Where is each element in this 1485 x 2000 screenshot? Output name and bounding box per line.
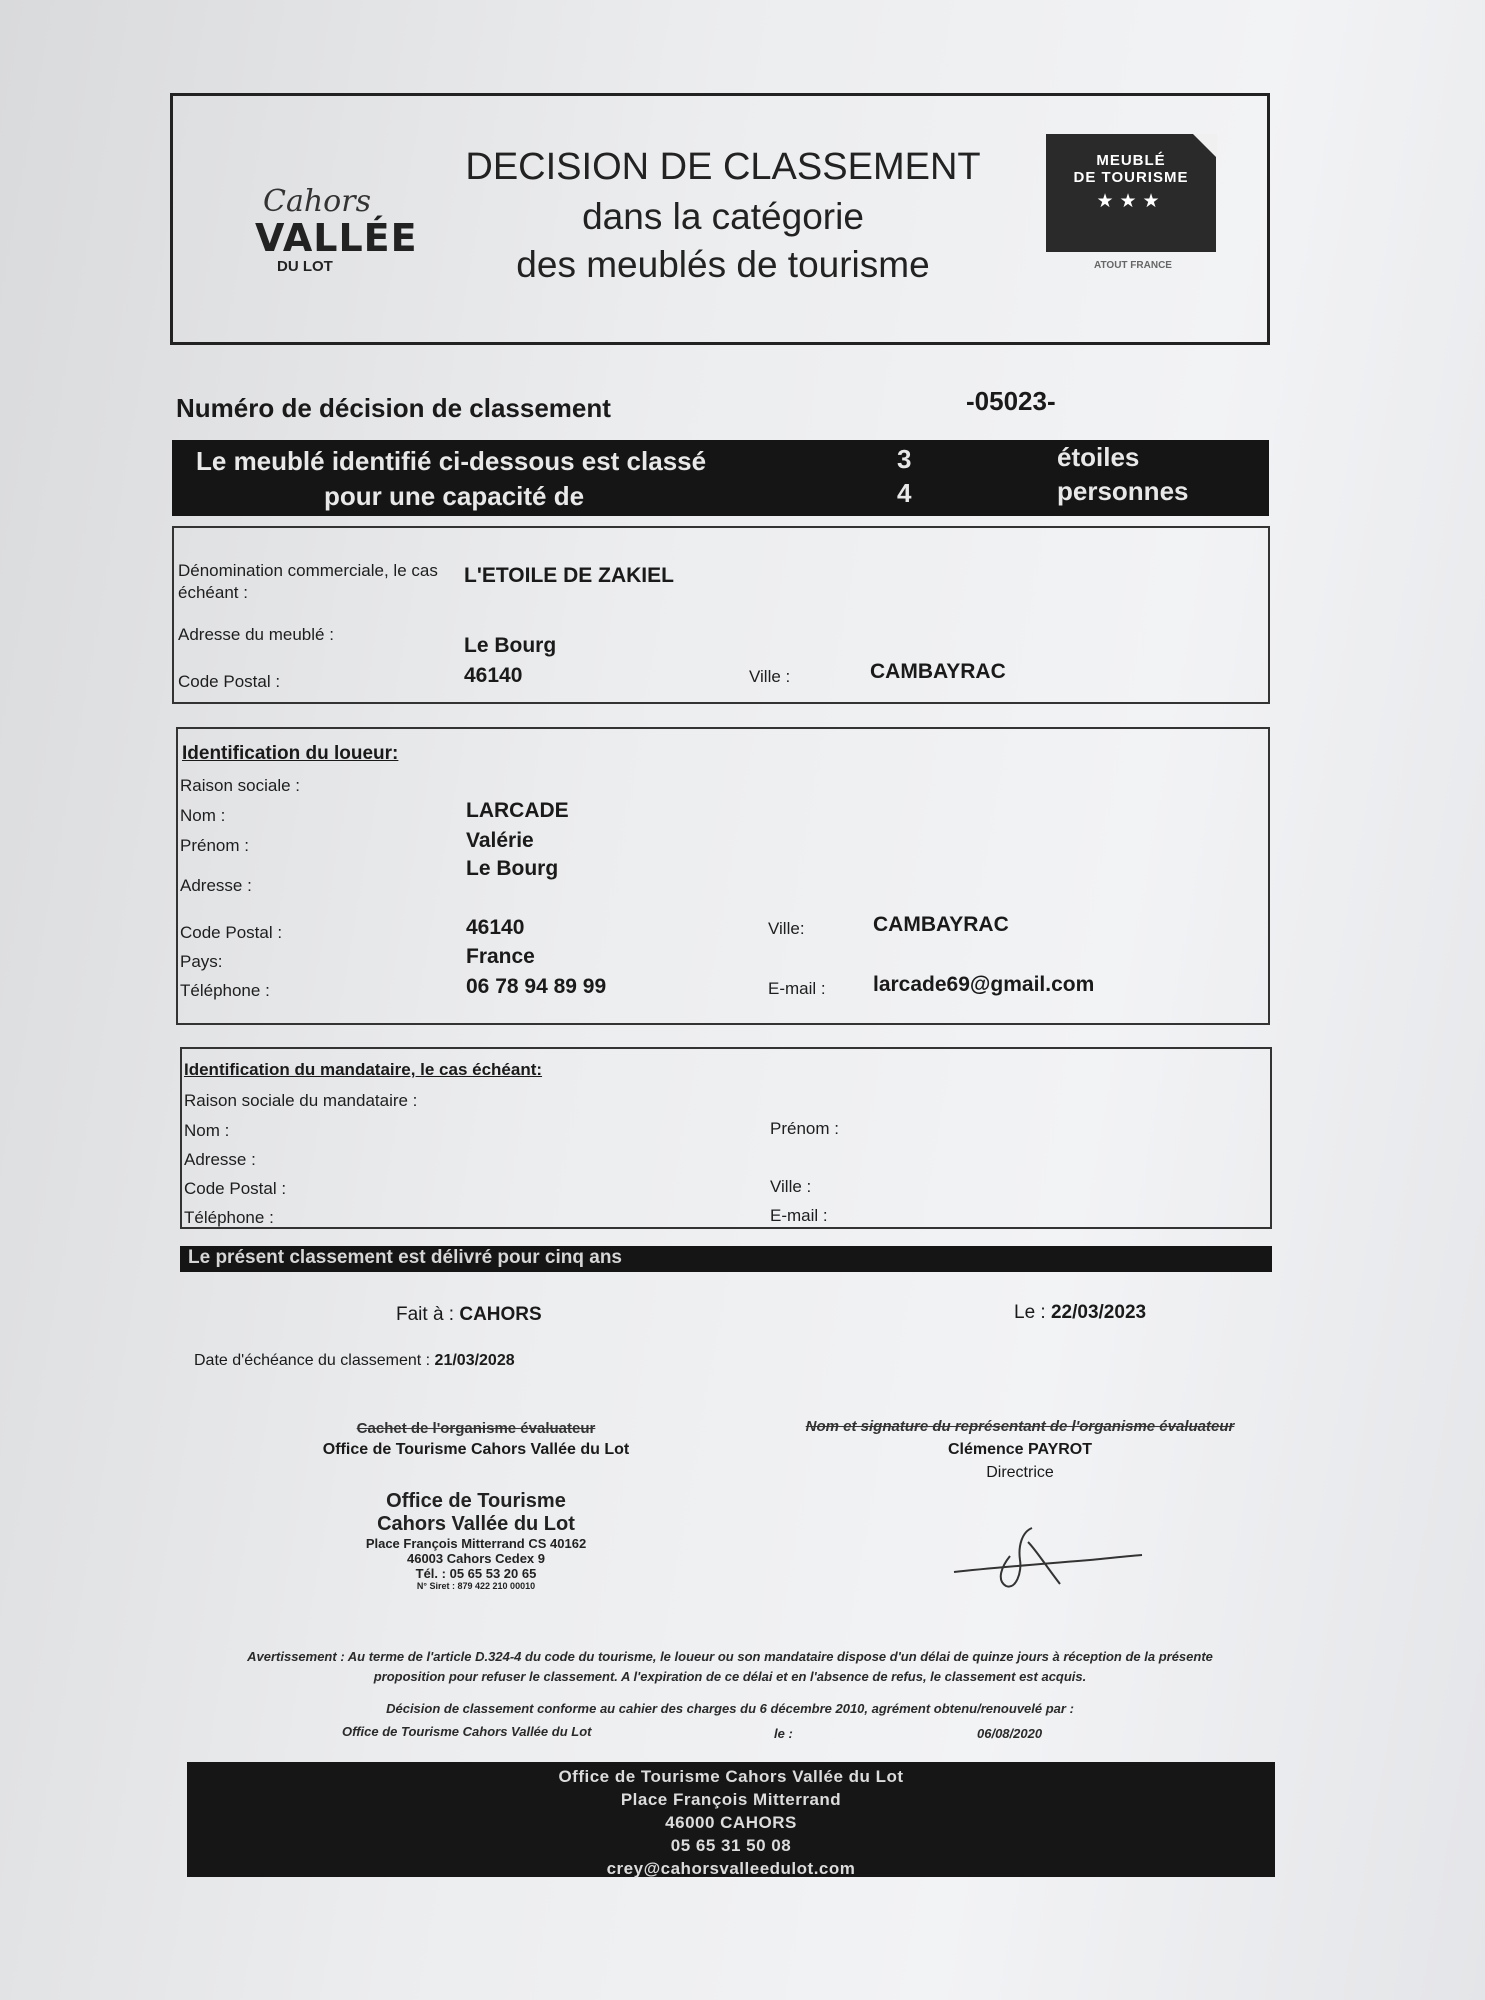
meuble-tourisme-badge [1046, 134, 1216, 252]
signer-role: Directrice [986, 1464, 1054, 1481]
owner-phone-label: Téléphone : [180, 981, 270, 1000]
classification-band [172, 440, 1269, 516]
property-postal-label: Code Postal : [178, 672, 281, 691]
decision-number-label: Numéro de décision de classement [176, 393, 611, 423]
atout-france-logo: ATOUT FRANCE [1094, 260, 1172, 271]
signer-name: Clémence PAYROT [947, 1441, 1093, 1458]
approval-org: Office de Tourisme Cahors Vallée du Lot [342, 1724, 592, 1739]
logo-dulot-text: DU LOT [277, 258, 333, 275]
badge-line1: MEUBLÉ [1096, 152, 1166, 169]
handwritten-signature [950, 1520, 1150, 1592]
owner-email-value: larcade69@gmail.com [873, 973, 1095, 996]
date-row [1014, 1302, 1146, 1324]
classification-text: Le meublé identifié ci-dessous est classé [196, 446, 707, 476]
badge-line2: DE TOURISME [1073, 169, 1189, 186]
property-postal-value: 46140 [464, 664, 523, 687]
agent-firstname-label: Prénom : [770, 1119, 839, 1138]
owner-address-label: Adresse : [180, 876, 252, 895]
made-at-row [396, 1304, 542, 1326]
owner-address-value: Le Bourg [466, 857, 559, 880]
badge-stars: ★★★ [1096, 191, 1166, 212]
owner-name-value: LARCADE [466, 799, 569, 822]
date-label: Le : [1014, 1302, 1046, 1323]
stamp-line5: Tél. : 05 65 53 20 65 [415, 1566, 537, 1581]
footer-contact-band [187, 1762, 1275, 1877]
agent-section-title: Identification du mandataire, le cas échéant: [184, 1060, 543, 1079]
document-subtitle-1: dans la catégorie [582, 196, 864, 237]
warning-line2: proposition pour refuser le classement. A l'expiration de ce délai et en l'absence de refus, le classement est acquis. [373, 1669, 1087, 1684]
agent-email-label: E-mail : [770, 1206, 828, 1225]
organization-stamp [318, 1490, 634, 1591]
expiry-label: Date d'échéance du classement : [194, 1352, 431, 1369]
agent-name-label: Nom : [184, 1121, 230, 1140]
denomination-label: Dénomination commerciale, le cas échéant : [178, 561, 438, 602]
owner-country-value: France [466, 945, 535, 968]
capacity-text: pour une capacité de [324, 481, 585, 511]
stamp-line3: Place François Mitterrand CS 40162 [365, 1536, 587, 1551]
stamp-org: Office de Tourisme Cahors Vallée du Lot [322, 1441, 630, 1458]
owner-city-label: Ville: [768, 919, 805, 938]
document-title: DECISION DE CLASSEMENT [465, 146, 981, 188]
property-address-label: Adresse du meublé : [178, 625, 334, 644]
date-value: 22/03/2023 [1050, 1302, 1147, 1323]
expiry-row [194, 1352, 515, 1370]
logo-vallee-text: VALLÉE [255, 216, 418, 260]
agent-company-label: Raison sociale du mandataire : [184, 1091, 418, 1110]
warning-line1: Avertissement : Au terme de l'article D.324-4 du code du tourisme, le loueur ou son mandataire dispose d'un délai de quinze jours à réception de la présente [247, 1649, 1213, 1664]
signer-label: Nom et signature du représentant de l'organisme évaluateur [805, 1418, 1235, 1435]
owner-company-label: Raison sociale : [180, 776, 301, 795]
made-at-label: Fait à : [396, 1304, 455, 1325]
agent-address-label: Adresse : [184, 1150, 256, 1169]
property-city-value: CAMBAYRAC [870, 660, 1006, 683]
agent-postal-label: Code Postal : [184, 1179, 287, 1198]
footer-email: crey@cahorsvalleedulot.com [606, 1859, 856, 1878]
owner-email-label: E-mail : [768, 979, 826, 998]
footer-street: Place François Mitterrand [620, 1790, 842, 1809]
property-address-value: Le Bourg [464, 634, 557, 657]
owner-box [176, 727, 1270, 1025]
approval-le-label: le : [774, 1726, 793, 1741]
capacity-value: 4 [897, 478, 912, 508]
property-city-label: Ville : [749, 667, 791, 686]
owner-firstname-value: Valérie [466, 829, 534, 852]
validity-band [180, 1246, 1272, 1272]
made-at-value: CAHORS [459, 1304, 542, 1325]
badge-corner-fold [1193, 134, 1217, 158]
stamp-line2: Cahors Vallée du Lot [377, 1513, 575, 1535]
logo-cahors-text: Cahors [263, 184, 371, 219]
validity-text: Le présent classement est délivré pour cinq ans [188, 1247, 622, 1268]
owner-country-label: Pays: [180, 952, 223, 971]
owner-city-value: CAMBAYRAC [873, 913, 1009, 936]
denomination-value: L'ETOILE DE ZAKIEL [464, 564, 674, 587]
conformity-text: Décision de classement conforme au cahier des charges du 6 décembre 2010, agrément obtenu/renouvelé par : [386, 1701, 1074, 1716]
header-box [170, 93, 1270, 345]
expiry-value: 21/03/2028 [434, 1352, 515, 1369]
footer-phone: 05 65 31 50 08 [670, 1836, 792, 1855]
footer-city: 46000 CAHORS [665, 1813, 797, 1832]
stamp-line6: N° Siret : 879 422 210 00010 [416, 1581, 536, 1591]
footer-org: Office de Tourisme Cahors Vallée du Lot [558, 1767, 904, 1786]
stamp-line1: Office de Tourisme [386, 1490, 566, 1512]
owner-section-title: Identification du loueur: [182, 743, 399, 764]
owner-postal-value: 46140 [466, 916, 525, 939]
stars-value: 3 [897, 444, 912, 474]
stamp-label: Cachet de l'organisme évaluateur [356, 1420, 596, 1437]
document-subtitle-2: des meublés de tourisme [516, 244, 930, 285]
capacity-unit: personnes [1057, 476, 1189, 506]
owner-name-label: Nom : [180, 806, 226, 825]
owner-phone-value: 06 78 94 89 99 [466, 975, 607, 998]
agent-box [180, 1047, 1272, 1229]
owner-postal-label: Code Postal : [180, 923, 283, 942]
agent-phone-label: Téléphone : [184, 1208, 274, 1227]
approval-date: 06/08/2020 [977, 1726, 1043, 1741]
stars-unit: étoiles [1057, 442, 1140, 472]
decision-number-value: -05023- [966, 386, 1056, 416]
agent-city-label: Ville : [770, 1177, 812, 1196]
owner-firstname-label: Prénom : [180, 836, 249, 855]
property-box [172, 526, 1270, 704]
stamp-line4: 46003 Cahors Cedex 9 [406, 1551, 546, 1566]
